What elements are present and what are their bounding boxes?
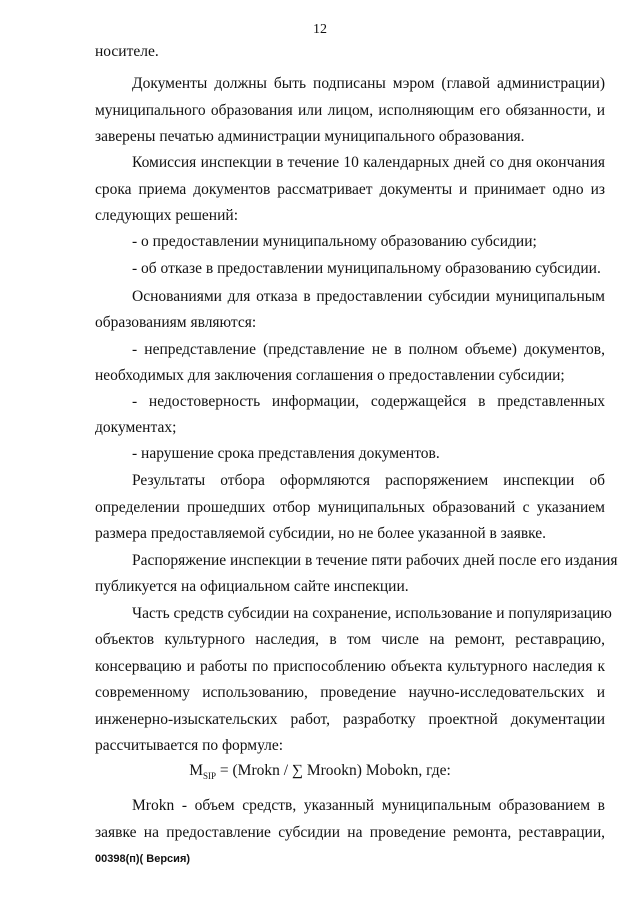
text-line: Основаниями для отказа в предоставлении субсидии муниципальным (132, 288, 605, 305)
text-line: документах; (95, 419, 177, 436)
text-line: необходимых для заключения соглашения о предоставлении субсидии; (95, 367, 565, 384)
text-line: современному использованию, проведение научно-исследовательских и (95, 684, 605, 701)
text-line: консервацию и работы по приспособлению объекта культурного наследия к (95, 658, 605, 675)
text-line: носителе. (95, 43, 159, 60)
formula-rhs: = (Mrokn / ∑ Mrookn) Mobokn, где: (216, 762, 451, 779)
text-line: Комиссия инспекции в течение 10 календарных дней со дня окончания (132, 154, 605, 171)
page-number: 12 (313, 22, 327, 37)
document-footer-code: 00398(п)( Версия) (95, 853, 191, 865)
text-line: Распоряжение инспекции в течение пяти рабочих дней после его издания (132, 552, 618, 569)
text-line: муниципального образования или лицом, исполняющим его обязанности, и (95, 102, 605, 119)
text-line: Результаты отбора оформляются распоряжением инспекции об (132, 472, 605, 489)
text-line: - о предоставлении муниципальному образованию субсидии; (132, 233, 537, 250)
text-line: - недостоверность информации, содержащейся в представленных (132, 393, 605, 410)
text-line: заявке на предоставление субсидии на проведение ремонта, реставрации, (95, 824, 605, 841)
text-line: инженерно-изыскательских работ, разработку проектной документации (95, 711, 605, 728)
text-line: Часть средств субсидии на сохранение, использование и популяризацию (132, 605, 612, 622)
text-line: образованиям являются: (95, 314, 257, 331)
formula-lhs: M (189, 762, 204, 779)
text-line: размера предоставляемой субсидии, но не более указанной в заявке. (95, 525, 547, 542)
text-line: рассчитывается по формуле: (95, 737, 284, 754)
formula (0, 762, 640, 781)
text-line: заверены печатью администрации муниципального образования. (95, 128, 525, 145)
text-line: объектов культурного наследия, в том числе на ремонт, реставрацию, (95, 631, 605, 648)
text-line: срока приема документов рассматривает документы и принимает одно из (95, 181, 605, 198)
text-line: - непредставление (представление не в полном объеме) документов, (132, 341, 605, 358)
text-line: публикуется на официальном сайте инспекции. (95, 578, 409, 595)
text-line: определении прошедших отбор муниципальных образований с указанием (95, 499, 605, 516)
text-line: Mrokn - объем средств, указанный муниципальным образованием в (132, 797, 605, 814)
text-line: - об отказе в предоставлении муниципальному образованию субсидии. (132, 260, 601, 277)
text-line: следующих решений: (95, 207, 238, 224)
formula-lhs-subscript: SIP (203, 771, 217, 782)
text-line: Документы должны быть подписаны мэром (главой администрации) (132, 75, 605, 92)
text-line: - нарушение срока представления документов. (132, 445, 440, 462)
